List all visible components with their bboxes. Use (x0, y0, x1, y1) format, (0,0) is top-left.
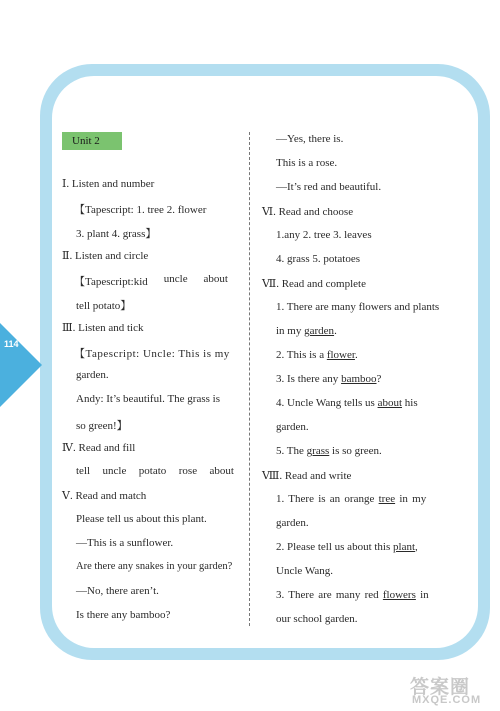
text-segment: his (402, 397, 418, 409)
text-segment: 3. There are many red (276, 589, 383, 601)
column-divider (249, 132, 250, 626)
text-line: tell potato】 (76, 300, 132, 312)
text-line (74, 273, 228, 289)
text-line: —No, there aren’t. (76, 585, 159, 597)
section-title: Ⅳ. Read and fill (62, 442, 136, 454)
text-segment: 3. Is there any (276, 373, 342, 385)
text-line: 3. plant 4. grass】 (76, 228, 157, 240)
answer-word: flowers (382, 589, 416, 601)
text-line: Uncle Wang. (276, 565, 333, 577)
text-line: 1. There are many flowers and plants (276, 301, 440, 313)
word-bank-item: potato (138, 465, 167, 477)
text-line (276, 445, 382, 457)
word-bank (76, 465, 234, 477)
watermark-logo: 答案圈 (410, 677, 471, 698)
answer-word: plant (393, 541, 416, 553)
text-line (276, 325, 337, 337)
text-segment: 2. Please tell us about this (276, 541, 394, 553)
text-line: garden. (276, 517, 309, 529)
section-title: Ⅷ. Read and write (262, 470, 352, 482)
text-segment: 2. This is a (276, 349, 327, 361)
text-line: —This is a sunflower. (76, 537, 174, 549)
text-segment: , (415, 541, 418, 553)
word-bank-item: uncle (102, 465, 127, 477)
text-segment: is so green. (329, 445, 382, 457)
text-line (276, 349, 358, 361)
page-number-tab (0, 323, 42, 407)
text-segment: . (354, 349, 358, 361)
text-segment: uncle (163, 273, 188, 285)
word-bank-item: tell (76, 465, 91, 477)
text-line: Are there any snakes in your garden? (76, 561, 233, 572)
text-line: garden. (276, 421, 309, 433)
text-line: garden. (76, 369, 109, 381)
section-title: Ⅲ. Listen and tick (62, 322, 144, 334)
text-line: Is there any bamboo? (76, 609, 171, 621)
section-title: Ⅵ. Read and choose (262, 206, 354, 218)
text-line: —It’s red and beautiful. (276, 181, 382, 193)
unit-badge: Unit 2 (62, 132, 122, 150)
answer-word: bamboo (341, 373, 377, 385)
text-segment: in (415, 589, 429, 601)
answer-word: about (377, 397, 403, 409)
text-line (276, 589, 429, 601)
text-segment: 5. The (276, 445, 307, 457)
text-line: This is a rose. (276, 157, 338, 169)
word-bank-item: rose (178, 465, 198, 477)
text-line: 【Tapescript: 1. tree 2. flower (74, 204, 207, 216)
text-line: —Yes, there is. (276, 133, 344, 145)
section-title: Ⅰ. Listen and number (62, 178, 155, 190)
section-title: Ⅴ. Read and match (62, 490, 147, 502)
text-line: 1.any 2. tree 3. leaves (276, 229, 372, 241)
text-line (276, 397, 418, 409)
text-line (276, 493, 426, 505)
text-line (276, 373, 381, 385)
text-line: Andy: It’s beautiful. The grass is (76, 393, 220, 405)
word-bank-item: about (209, 465, 234, 477)
text-segment: in my (276, 325, 305, 337)
answer-word: tree (378, 493, 396, 505)
answer-word: grass (306, 445, 330, 457)
text-line (276, 541, 418, 553)
text-segment: 【Tapescript:kid (74, 276, 148, 288)
text-segment: about (203, 273, 228, 285)
text-segment: 4. Uncle Wang tells us (276, 397, 378, 409)
text-segment: in my (395, 493, 427, 505)
text-line: 4. grass 5. potatoes (276, 253, 361, 265)
text-segment: . (334, 325, 337, 337)
section-title: Ⅱ. Listen and circle (62, 250, 149, 262)
watermark-url: MXQE.COM (412, 694, 482, 706)
text-line: Please tell us about this plant. (76, 513, 207, 525)
section-title: Ⅶ. Read and complete (262, 278, 366, 290)
text-line: 【Tapescript: Uncle: This is my (74, 348, 230, 360)
answer-word: garden (304, 325, 335, 337)
page-number: 114 (4, 339, 19, 349)
text-segment: ? (376, 373, 382, 385)
text-segment: 1. There is an orange (276, 493, 379, 505)
text-line: our school garden. (276, 613, 358, 625)
answer-word: flower (326, 349, 355, 361)
text-line: so green!】 (76, 420, 128, 432)
